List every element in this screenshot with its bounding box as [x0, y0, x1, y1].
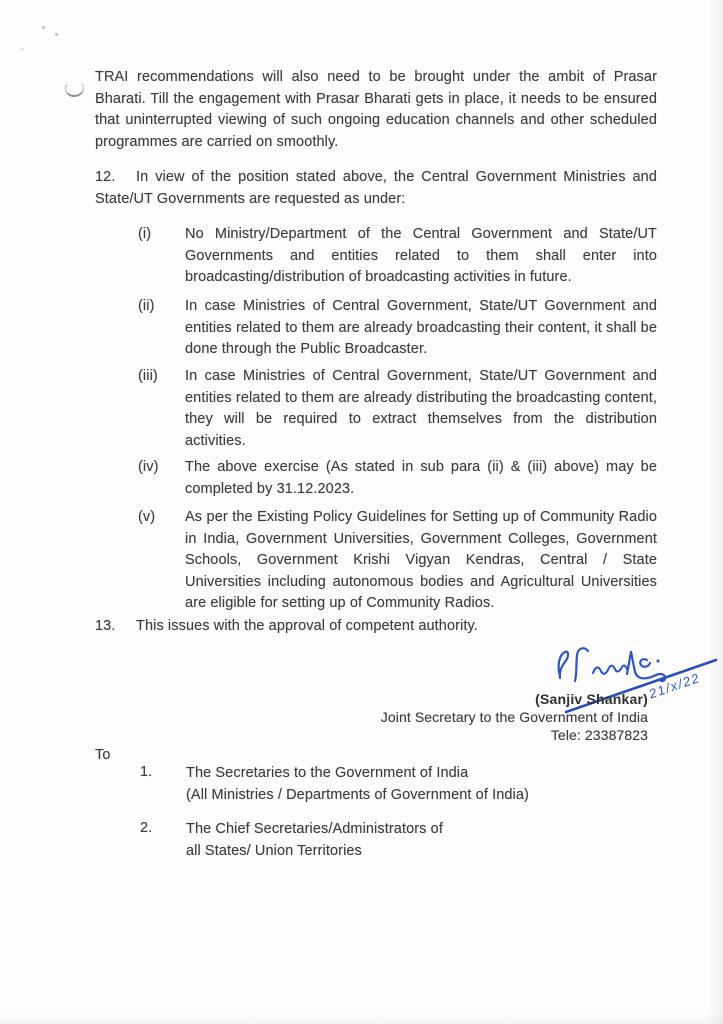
list-item-v — [138, 507, 657, 615]
signature-date: 21/x/22 — [646, 670, 703, 702]
paragraph-12-number: 12. — [95, 169, 116, 185]
signature-stroke — [575, 648, 588, 681]
scan-speck — [55, 33, 58, 36]
signatory-name: (Sanjiv Shankar) — [535, 691, 648, 707]
paragraph-13-text: This issues with the approval of competent authority. — [136, 618, 478, 634]
addressee-line: The Secretaries to the Government of India — [186, 765, 469, 781]
to-label: To — [95, 747, 111, 763]
signatory-designation: Joint Secretary to the Government of India — [380, 708, 648, 725]
signature-stroke — [559, 652, 568, 678]
list-item-ii — [138, 296, 657, 361]
list-item-text: As per the Existing Policy Guidelines for Setting up of Community Radio in India, Government Universities, Government Colleges, Government Schools, Government Krishi Vigyan Kendras, Central / State Universities including autonomous bodies and Agricultural Universities are eligible for setting up of Community Radios. — [185, 509, 657, 612]
signatory-telephone: Tele: 23387823 — [550, 726, 648, 743]
signature-stroke — [593, 666, 627, 674]
addressee-number: 1. — [140, 764, 153, 780]
paragraph-12 — [95, 167, 657, 210]
addressee-line: (All Ministries / Departments of Government of India) — [186, 787, 529, 803]
paragraph-12-text: In view of the position stated above, the Central Government Ministries and State/UT Governments are requested as under: — [95, 169, 657, 207]
paragraph-13-number: 13. — [95, 618, 116, 634]
paragraph-13 — [95, 616, 657, 638]
list-item-label: (i) — [138, 226, 152, 242]
addressee-number: 2. — [140, 820, 153, 836]
list-item-label: (ii) — [138, 298, 155, 314]
list-item-label: (v) — [138, 509, 156, 525]
addressee-line: The Chief Secretaries/Administrators of — [186, 821, 443, 837]
addressee-item-1 — [140, 762, 620, 806]
list-item-iv — [138, 457, 657, 500]
list-item-i — [138, 224, 657, 289]
signature-stroke — [657, 660, 660, 663]
list-item-label: (iv) — [138, 459, 159, 475]
signature-stroke — [640, 659, 650, 667]
addressee-item-2 — [140, 818, 620, 862]
scan-speck — [20, 48, 24, 51]
addressee-line: all States/ Union Territories — [186, 843, 362, 859]
signature-block — [300, 691, 648, 744]
list-item-iii — [138, 366, 657, 452]
list-item-text: In case Ministries of Central Government, State/UT Government and entities related to them are already broadcasting their content, it shall be done through the Public Broadcaster. — [185, 298, 657, 358]
signature-stroke — [627, 652, 665, 681]
list-item-label: (iii) — [138, 368, 158, 384]
list-item-text: No Ministry/Department of the Central Government and State/UT Governments and entities related to them shall enter into broadcasting/distribution of broadcasting activities in future. — [185, 226, 657, 286]
scan-speck — [42, 26, 45, 29]
list-item-text: In case Ministries of Central Government, State/UT Government and entities related to them are already distributing the broadcasting content, they will be required to extract themselves from the distribution activities. — [185, 368, 657, 449]
pen-check-mark — [64, 79, 84, 97]
list-item-text: The above exercise (As stated in sub para (ii) & (iii) above) may be completed by 31.12.2023. — [185, 459, 657, 497]
intro-paragraph: TRAI recommendations will also need to be brought under the ambit of Prasar Bharati. Till the engagement with Prasar Bharati gets in place, it needs to be ensured that uninterrupted viewing of such ongoing education channels and other scheduled programmes are carried on smoothly. — [95, 69, 657, 150]
